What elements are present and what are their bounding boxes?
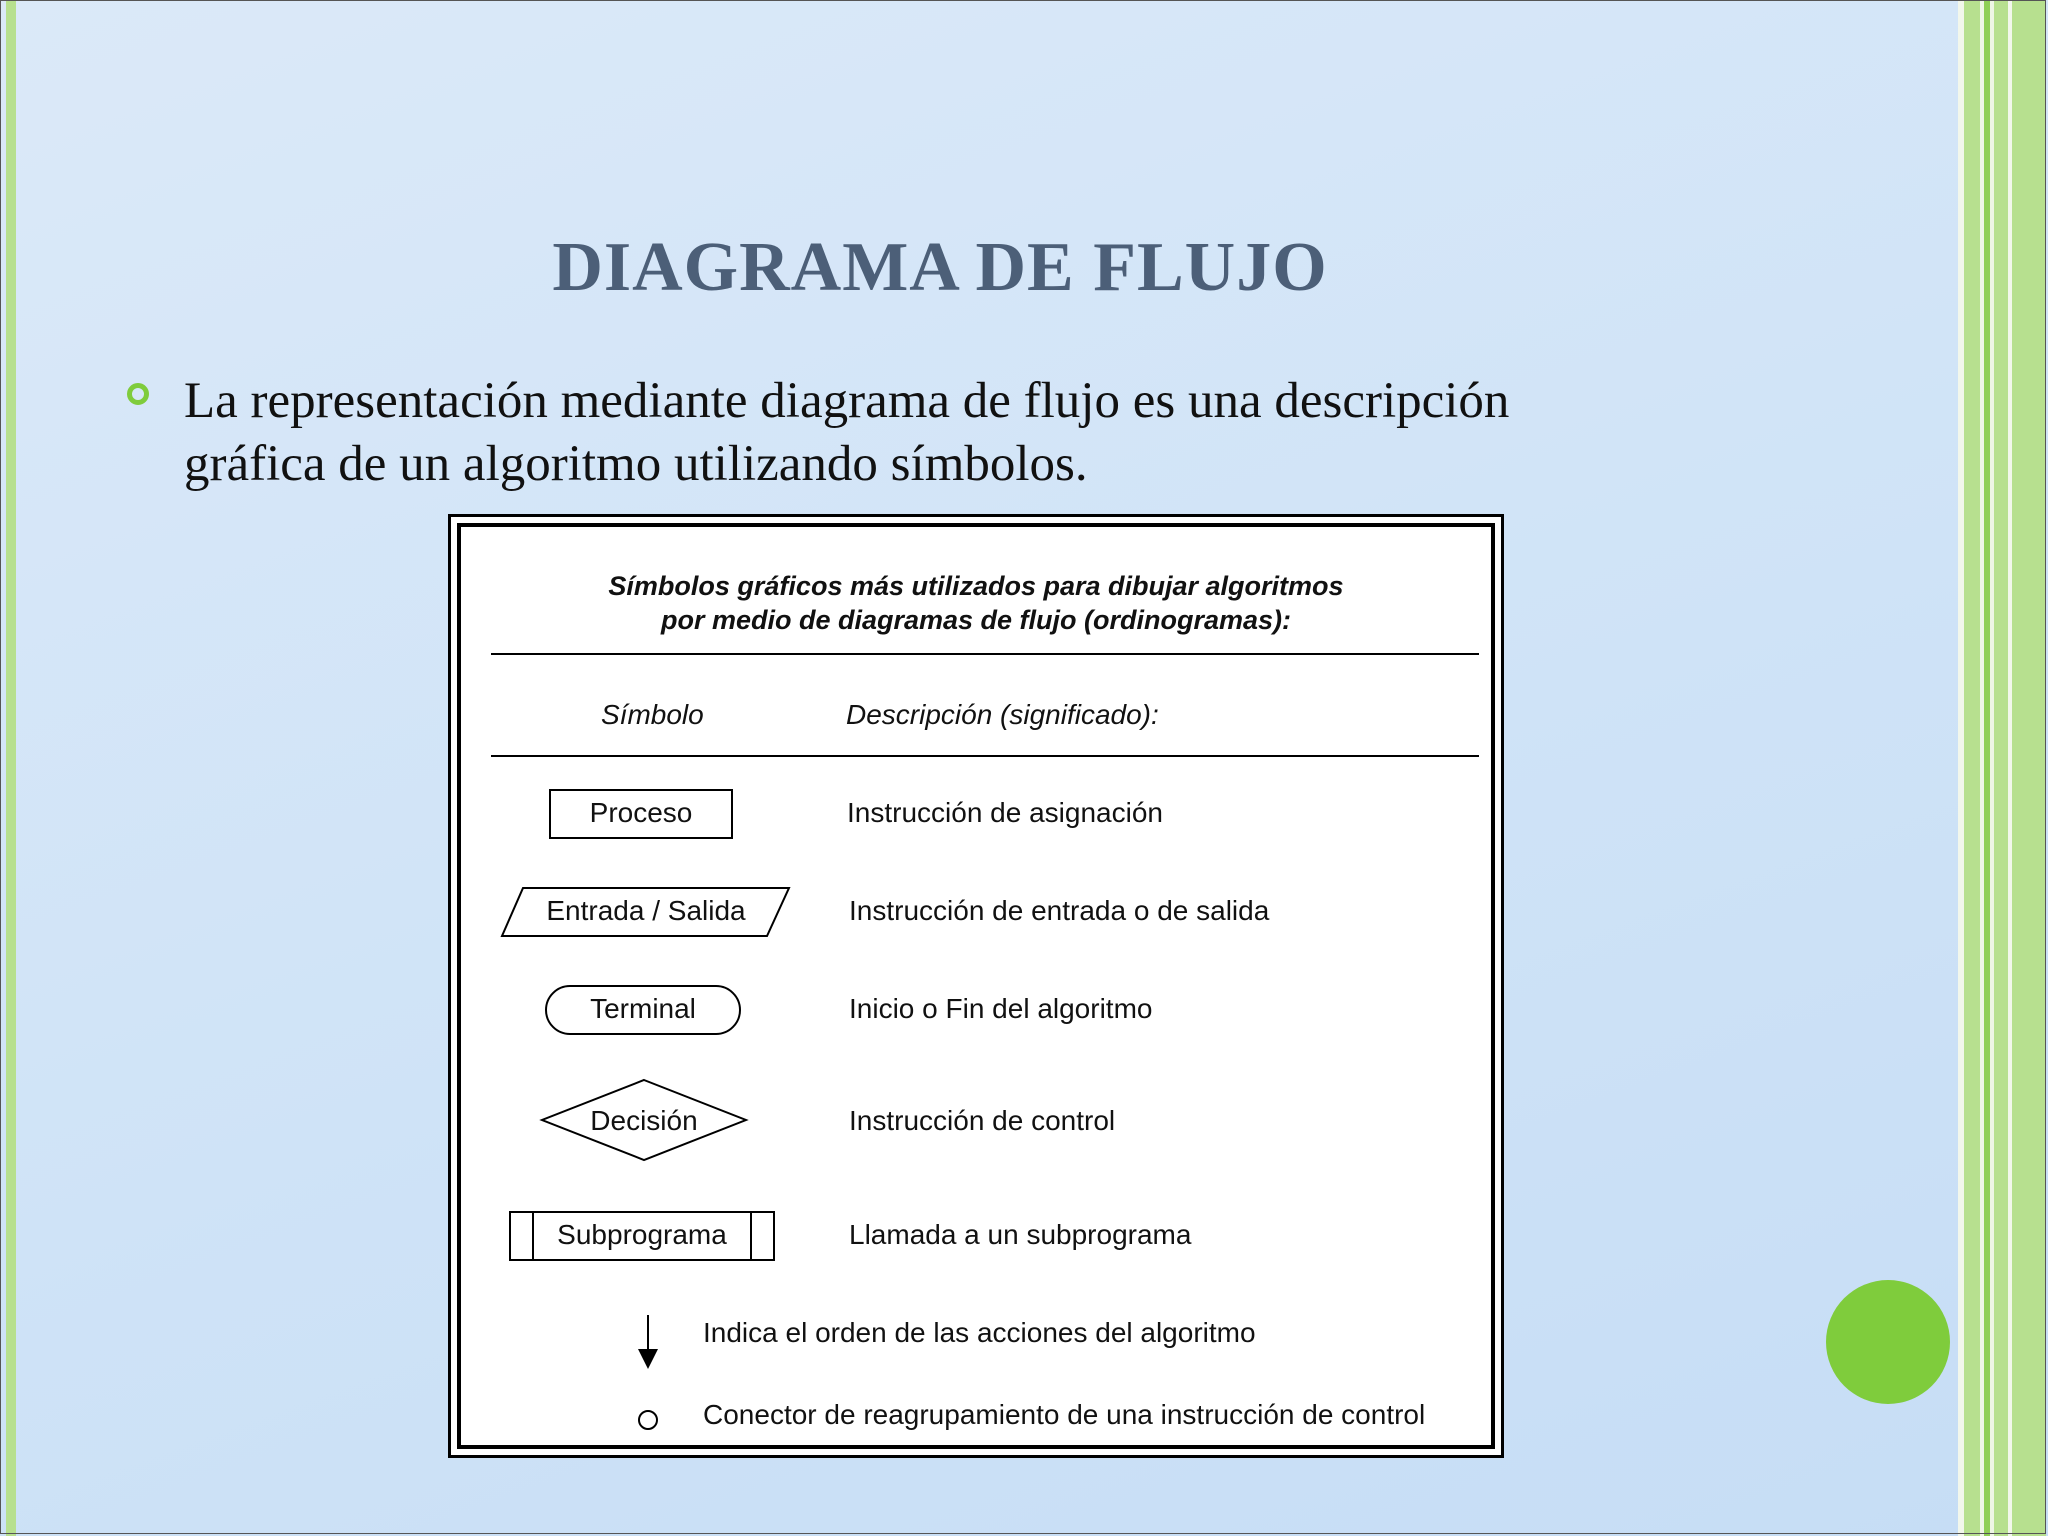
right-stripe-8 [2012,0,2046,1536]
description-process: Instrucción de asignación [847,797,1163,828]
hollow-circle-bullet-icon [126,382,150,406]
column-header-symbol: Símbolo [601,699,704,730]
down-arrow-icon [635,1315,661,1371]
figure-heading-line-2: por medio de diagramas de flujo (ordinogramas): [660,605,1292,635]
symbol-label-terminal: Terminal [590,993,696,1024]
right-stripe-6 [1994,0,2008,1536]
figure-inner-border [457,523,1495,1449]
description-decision: Instrucción de control [849,1105,1116,1136]
flowchart-symbols-figure [448,514,1504,1458]
symbol-label-decision: Decisión [590,1105,698,1136]
heading-rule [491,653,1479,655]
column-header-description: Descripción (significado): [846,699,1159,730]
bullet-text-line-2: gráfica de un algoritmo utilizando símbolos. [184,436,1088,492]
symbol-label-subprogram: Subprograma [557,1219,727,1250]
small-circle-connector-icon [637,1409,659,1431]
slide-title: DIAGRAMA DE FLUJO [552,229,1328,306]
description-subprogram: Llamada a un subprograma [849,1219,1192,1250]
symbol-label-process: Proceso [589,797,693,828]
description-connector: Conector de reagrupamiento de una instrucción de control [703,1399,1426,1430]
green-circle-decoration [1826,1280,1950,1404]
symbol-label-input-output: Entrada / Salida [546,895,746,926]
column-header-rule [491,755,1479,757]
right-stripe-2 [1964,0,1980,1536]
description-terminal: Inicio o Fin del algoritmo [849,993,1153,1024]
bullet-text-line-1: La representación mediante diagrama de flujo es una descripción [184,373,1510,429]
description-input-output: Instrucción de entrada o de salida [849,895,1270,926]
description-flow-arrow: Indica el orden de las acciones del algoritmo [703,1317,1256,1348]
figure-heading-line-1: Símbolos gráficos más utilizados para dibujar algoritmos [608,571,1344,601]
bullet-text [184,370,1784,496]
